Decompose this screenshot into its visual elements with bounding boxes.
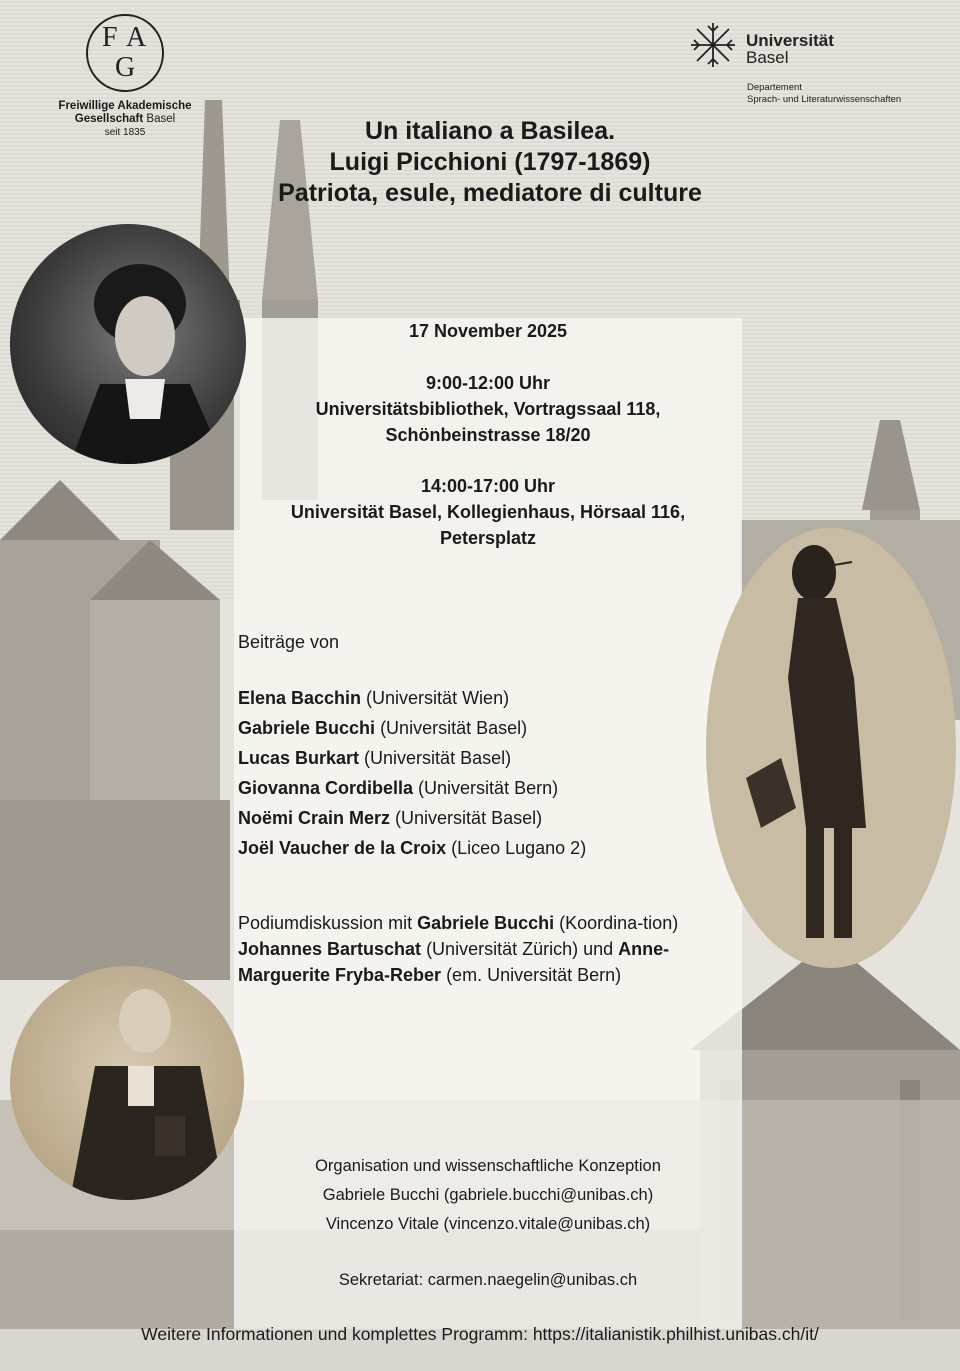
unibas-star-icon — [688, 20, 738, 70]
afternoon-time: 14:00-17:00 Uhr — [420, 476, 556, 496]
sekretariat-contact: Sekretariat: carmen.naegelin@unibas.ch — [338, 1271, 638, 1289]
title-line2: Luigi Picchioni (1797-1869) — [329, 148, 651, 176]
speaker-affiliation: (Liceo Lugano 2) — [446, 838, 587, 858]
fag-name-line2: Gesellschaft — [74, 113, 144, 125]
organisation-person2: Vincenzo Vitale (vincenzo.vitale@unibas.ch) — [325, 1215, 651, 1233]
fag-letter-a: A — [126, 22, 147, 53]
speaker-affiliation: (Universität Bern) — [413, 778, 559, 798]
fag-monogram-icon — [86, 14, 164, 92]
title-line1: Un italiano a Basilea. — [364, 117, 616, 145]
organisation-heading: Organisation und wissenschaftliche Konzeption — [315, 1157, 661, 1175]
morning-session — [234, 370, 742, 448]
podium-discussion — [238, 910, 738, 988]
afternoon-place-line1: Universität Basel, Kollegienhaus, Hörsaal 116, — [290, 502, 686, 522]
podium-intro: Podiumdiskussion mit — [238, 913, 418, 933]
fag-letter-f: F — [102, 22, 118, 53]
organisation-person1: Gabriele Bucchi (gabriele.bucchi@unibas.ch) — [322, 1186, 654, 1204]
speaker-affiliation: (Universität Basel) — [375, 718, 528, 738]
podium-text2: (Universität Zürich) und — [421, 939, 619, 959]
fag-name-line1: Freiwillige Akademische — [58, 100, 192, 112]
speaker-item — [238, 773, 738, 803]
unibas-dept-line1: Departement — [747, 82, 802, 93]
podium-text1: (Koordina-tion) — [554, 913, 679, 933]
unibas-city: Basel — [746, 48, 789, 67]
speaker-affiliation: (Universität Basel) — [359, 748, 512, 768]
unibas-name: Universität — [746, 31, 834, 50]
event-date: 17 November 2025 — [408, 321, 568, 341]
speaker-list — [238, 683, 738, 863]
unibas-logo — [688, 20, 948, 105]
contributions-heading: Beiträge von — [238, 632, 340, 652]
fag-since: seit 1835 — [104, 127, 146, 138]
morning-time: 9:00-12:00 Uhr — [425, 373, 551, 393]
fag-letter-g: G — [115, 52, 136, 83]
podium-text3: (em. Universität Bern) — [441, 965, 622, 985]
morning-place-line2: Schönbeinstrasse 18/20 — [385, 425, 591, 445]
fag-name-city: Basel — [146, 113, 176, 125]
title-line3: Patriota, esule, mediatore di culture — [278, 179, 702, 207]
speaker-item — [238, 743, 738, 773]
speaker-name: Elena Bacchin — [238, 688, 362, 708]
speaker-item — [238, 803, 738, 833]
podium-name1: Gabriele Bucchi — [417, 913, 555, 933]
footer-more-info: Weitere Informationen und komplettes Programm: https://italianistik.philhist.unibas.ch/it/ — [141, 1324, 819, 1344]
afternoon-place-line2: Petersplatz — [439, 528, 537, 548]
podium-name3: Anne-Marguerite Fryba-Reber — [238, 939, 670, 985]
podium-name2: Johannes Bartuschat — [238, 939, 422, 959]
unibas-dept-line2: Sprach- und Literaturwissenschaften — [747, 94, 902, 105]
portrait-picchioni-young-image — [10, 224, 246, 464]
speaker-name: Noëmi Crain Merz — [238, 808, 391, 828]
speaker-name: Lucas Burkart — [238, 748, 360, 768]
speaker-item — [238, 713, 738, 743]
event-title — [180, 116, 800, 209]
speaker-item — [238, 833, 738, 863]
silhouette-picchioni-image — [706, 528, 956, 968]
morning-place-line1: Universitätsbibliothek, Vortragssaal 118, — [315, 399, 661, 419]
portrait-picchioni-old-image — [10, 966, 244, 1200]
speaker-affiliation: (Universität Basel) — [390, 808, 543, 828]
afternoon-session — [234, 473, 742, 551]
fag-logo — [50, 14, 200, 138]
speaker-item — [238, 683, 738, 713]
speaker-name: Giovanna Cordibella — [238, 778, 414, 798]
organisation-block — [234, 1152, 742, 1239]
speaker-affiliation: (Universität Wien) — [361, 688, 510, 708]
speaker-name: Gabriele Bucchi — [238, 718, 376, 738]
speaker-name: Joël Vaucher de la Croix — [238, 838, 447, 858]
